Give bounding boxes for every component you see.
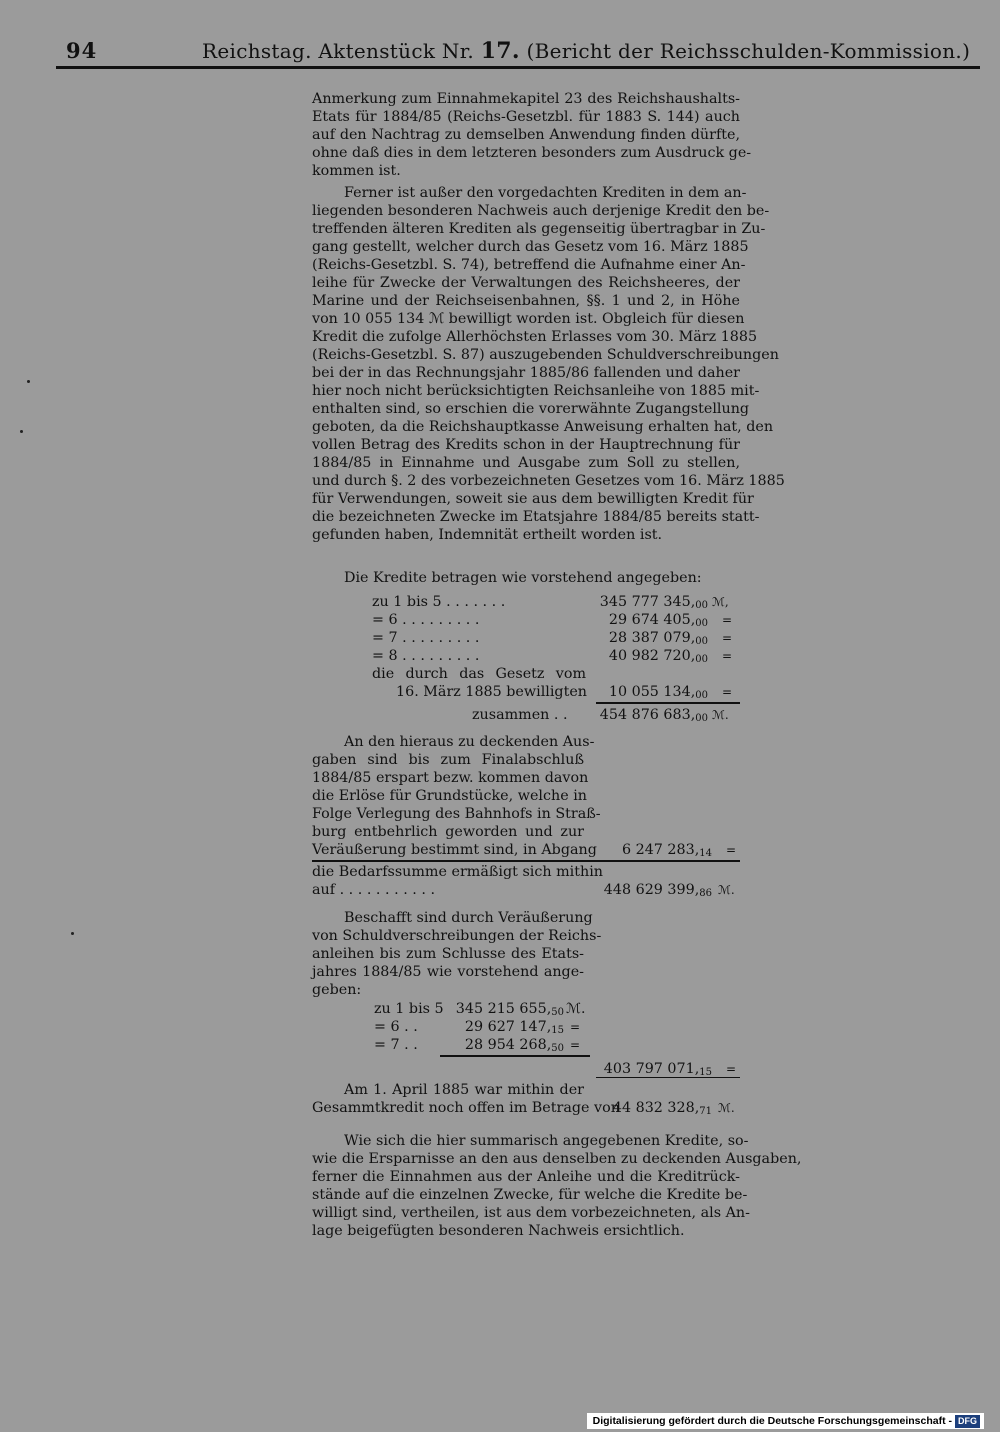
credit-row — [372, 629, 742, 647]
procured-amount: 345 215 655,50 — [455, 1001, 564, 1018]
credit-amount: 29 674 405,00 — [608, 612, 708, 629]
procured-text — [312, 909, 602, 999]
text-line: anleihen bis zum Schlusse des Etats- — [312, 946, 584, 962]
paragraph-1 — [312, 90, 752, 180]
credits-total-unit: ℳ. — [712, 708, 729, 722]
footer-credit — [587, 1413, 984, 1429]
deduction-text — [312, 733, 601, 859]
remaining-amount: 44 832 328,71 ℳ. — [612, 1100, 735, 1117]
law-credit-line: die durch das Gesetz vom — [372, 666, 586, 682]
credit-row — [372, 593, 742, 611]
text-line: von 10 055 134 ℳ bewilligt worden ist. Obgleich für diesen — [312, 311, 745, 327]
remaining-line: Gesammtkredit noch offen im Betrage von — [312, 1100, 620, 1116]
text-line: für Verwendungen, soweit sie aus dem bewilligten Kredit für — [312, 491, 754, 507]
need-amount: 448 629 399,86 ℳ. — [603, 882, 735, 899]
running-head-prefix: Reichstag. Aktenstück Nr. — [202, 39, 475, 63]
sum-rule — [312, 860, 740, 862]
deduction-amount: 6 247 283,14 = — [621, 842, 737, 859]
paragraph-final — [312, 1132, 802, 1240]
text-line: Veräußerung bestimmt sind, in Abgang — [312, 842, 597, 858]
procured-label: zu 1 bis 5 — [374, 1001, 444, 1017]
header-rule — [56, 66, 980, 69]
credit-unit: ℳ, — [712, 595, 729, 609]
credits-total-amount: 454 876 683,00 — [599, 707, 708, 724]
credit-unit: = — [722, 631, 733, 645]
text-line: enthalten sind, so erschien die vorerwähnte Zugangstellung — [312, 401, 750, 417]
text-line: ferner die Einnahmen aus der Anleihe und die Kreditrück- — [312, 1169, 740, 1185]
text-line: Ferner ist außer den vorgedachten Krediten in dem an- — [344, 185, 747, 201]
procured-unit: = — [570, 1038, 581, 1052]
text-line: hier noch nicht berücksichtigten Reichsanleihe von 1885 mit- — [312, 383, 760, 399]
text-line: gefunden haben, Indemnität ertheilt worden ist. — [312, 527, 663, 543]
text-line: An den hieraus zu deckenden Aus- — [344, 734, 595, 750]
text-line: die bezeichneten Zwecke im Etatsjahre 1884/85 bereits statt- — [312, 509, 760, 525]
text-line: vollen Betrag des Kredits schon in der Hauptrechnung für — [312, 437, 740, 453]
text-line: ohne daß dies in dem letzteren besonders zum Ausdruck ge- — [312, 145, 752, 161]
need-unit: ℳ. — [718, 883, 735, 897]
procured-unit: ℳ. — [566, 1001, 586, 1017]
procured-row — [374, 1018, 594, 1036]
credit-amount: 28 387 079,00 — [608, 630, 708, 647]
need-line: die Bedarfssumme ermäßigt sich mithin — [312, 864, 603, 880]
credits-total-row — [472, 706, 742, 724]
procured-row — [374, 1000, 594, 1018]
text-line: 1884/85 erspart bezw. kommen davon — [312, 770, 589, 786]
text-line: gaben sind bis zum Finalabschluß — [312, 752, 584, 768]
sum-rule — [440, 1055, 590, 1057]
credit-label: zu 1 bis 5 . . . . . . . — [372, 594, 506, 610]
credits-intro: Die Kredite betragen wie vorstehend angegeben: — [344, 570, 702, 586]
paragraph-2 — [312, 184, 785, 544]
text-line: wie die Ersparnisse an den aus denselben zu deckenden Ausgaben, — [312, 1151, 802, 1167]
credits-total-label: zusammen . . — [472, 707, 568, 723]
text-line: gang gestellt, welcher durch das Gesetz vom 16. März 1885 — [312, 239, 749, 255]
scan-mark — [20, 430, 23, 433]
text-line: Anmerkung zum Einnahmekapitel 23 des Reichshaushalts- — [312, 91, 740, 107]
procured-label: = 6 . . — [374, 1019, 418, 1035]
running-head-suffix: (Bericht der Reichsschulden-Kommission.) — [526, 39, 971, 63]
law-credit-row — [396, 683, 742, 701]
text-line: geben: — [312, 982, 362, 998]
procured-total-unit: = — [726, 1062, 737, 1076]
text-line: Kredit die zufolge Allerhöchsten Erlasses vom 30. März 1885 — [312, 329, 758, 345]
text-line: lage beigefügten besonderen Nachweis ersichtlich. — [312, 1223, 685, 1239]
text-line: geboten, da die Reichshauptkasse Anweisung erhalten hat, den — [312, 419, 774, 435]
credit-label: = 8 . . . . . . . . . — [372, 648, 480, 664]
deduction-unit: = — [726, 843, 737, 857]
credit-label: = 7 . . . . . . . . . — [372, 630, 480, 646]
text-line: die Erlöse für Grundstücke, welche in — [312, 788, 588, 804]
text-line: burg entbehrlich geworden und zur — [312, 824, 584, 840]
text-line: jahres 1884/85 wie vorstehend ange- — [312, 964, 584, 980]
text-line: leihe für Zwecke der Verwaltungen des Reichsheeres, der — [312, 275, 740, 291]
text-line: von Schuldverschreibungen der Reichs- — [312, 928, 602, 944]
credit-label: = 6 . . . . . . . . . — [372, 612, 480, 628]
remaining-line: Am 1. April 1885 war mithin der — [344, 1082, 584, 1098]
credit-row — [372, 647, 742, 665]
text-line: willigt sind, vertheilen, ist aus dem vorbezeichneten, als An- — [312, 1205, 750, 1221]
text-line: und durch §. 2 des vorbezeichneten Gesetzes vom 16. März 1885 — [312, 473, 785, 489]
text-line: 1884/85 in Einnahme und Ausgabe zum Soll zu stellen, — [312, 455, 740, 471]
procured-unit: = — [570, 1020, 581, 1034]
remaining-unit: ℳ. — [718, 1101, 735, 1115]
text-line: liegenden besonderen Nachweis auch derjenige Kredit den be- — [312, 203, 770, 219]
running-head — [202, 38, 970, 64]
text-line: Marine und der Reichseisenbahnen, §§. 1 und 2, in Höhe — [312, 293, 740, 309]
text-line: auf den Nachtrag zu demselben Anwendung finden dürfte, — [312, 127, 740, 143]
credit-amount: 40 982 720,00 — [608, 648, 708, 665]
text-line: bei der in das Rechnungsjahr 1885/86 fallenden und daher — [312, 365, 740, 381]
procured-amount: 29 627 147,15 — [464, 1019, 564, 1036]
procured-row — [374, 1036, 594, 1054]
text-line: Folge Verlegung des Bahnhofs in Straß- — [312, 806, 601, 822]
dfg-logo: DFG — [955, 1415, 980, 1428]
need-line: auf . . . . . . . . . . . — [312, 882, 436, 898]
text-line: treffenden älteren Krediten als gegenseitig übertragbar in Zu- — [312, 221, 766, 237]
credit-amount: 345 777 345,00 — [599, 594, 708, 611]
law-credit-amount: 10 055 134,00 — [608, 684, 708, 701]
text-line: (Reichs-Gesetzbl. S. 87) auszugebenden Schuldverschreibungen — [312, 347, 779, 363]
text-line: Beschafft sind durch Veräußerung — [344, 910, 593, 926]
scan-mark — [71, 932, 74, 935]
law-credit-unit: = — [722, 685, 733, 699]
text-line: Etats für 1884/85 (Reichs-Gesetzbl. für 1883 S. 144) auch — [312, 109, 740, 125]
law-credit-label: 16. März 1885 bewilligten — [396, 684, 587, 700]
text-line: (Reichs-Gesetzbl. S. 74), betreffend die Aufnahme einer An- — [312, 257, 746, 273]
text-line: stände auf die einzelnen Zwecke, für welche die Kredite be- — [312, 1187, 748, 1203]
procured-amount: 28 954 268,50 — [464, 1037, 564, 1054]
procured-total: 403 797 071,15 = — [603, 1061, 737, 1078]
credit-unit: = — [722, 649, 733, 663]
procured-label: = 7 . . — [374, 1037, 418, 1053]
text-line: kommen ist. — [312, 163, 401, 179]
running-head-number: 17. — [480, 38, 520, 64]
sum-rule — [596, 702, 740, 704]
scan-mark — [27, 380, 30, 383]
footer-text: Digitalisierung gefördert durch die Deutsche Forschungsgemeinschaft - — [592, 1415, 952, 1427]
credit-unit: = — [722, 613, 733, 627]
text-line: Wie sich die hier summarisch angegebenen Kredite, so- — [344, 1133, 749, 1149]
page-number: 94 — [66, 38, 98, 63]
credit-row — [372, 611, 742, 629]
